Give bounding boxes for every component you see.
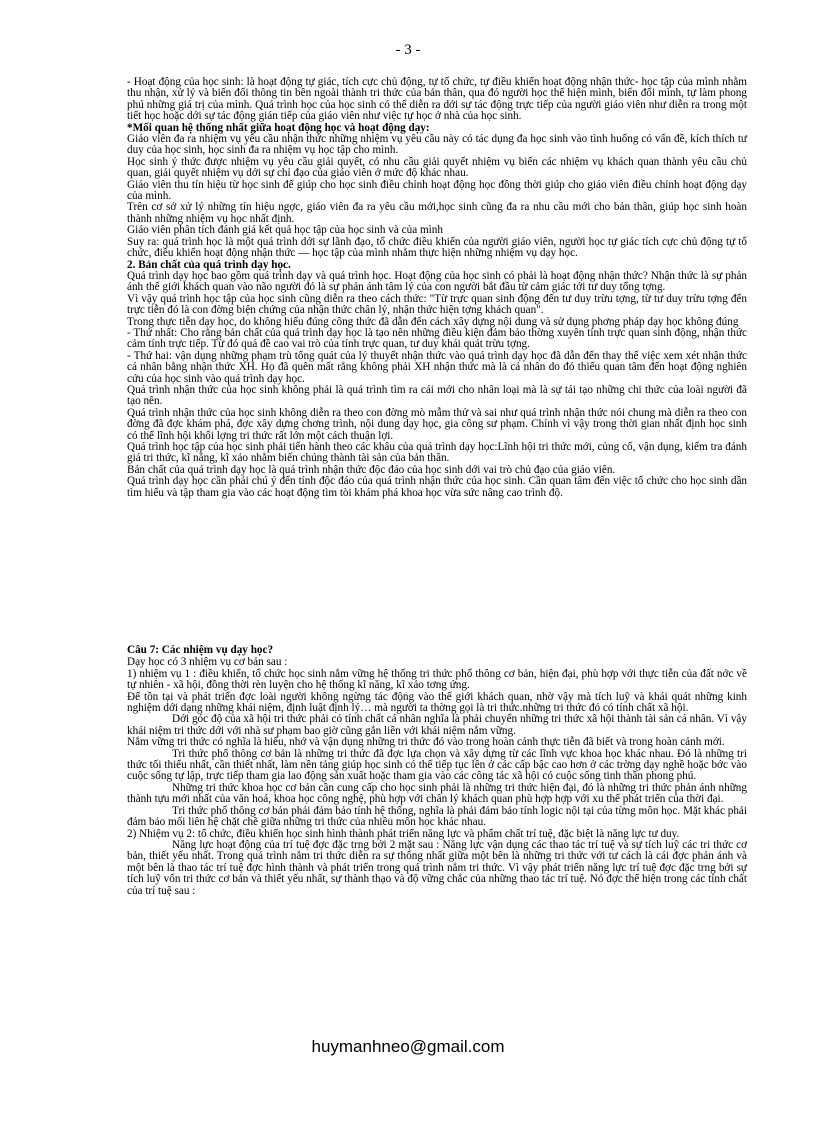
question-heading: Câu 7: Các nhiệm vụ dạy học?	[127, 644, 274, 656]
paragraph: 2) Nhiệm vụ 2: tổ chức, điều khiển học sinh hình thành phát triển năng lực và phẩm chất trí tuệ, đặc biệt là năng lực tư duy.	[127, 827, 680, 840]
paragraph: Những tri thức khoa học cơ bản cần cung cấp cho học sinh phải là những tri thức hiện đại, đó là những tri thức phản ánh những thành tựu mới nhất của văn hoá, khoa học công nghệ, phù hợp với chân lý khách quan phù hợp hợp với xu thế phát triển của thời đại.	[127, 781, 747, 806]
paragraph: Tri thức phổ thông cơ bản phải đảm bảo tính hệ thống, nghĩa là phải đảm bảo tính logic nội tại của từng môn học. Mặt khác phải đảm bảo mối liên hệ chặt chẽ giữa những tri thức của nhiều môn học khác nhau.	[127, 804, 747, 829]
paragraph: Tri thức phổ thông cơ bản là những tri thức đã đợc lựa chọn và xây dựng từ các lĩnh vực khoa học khác nhau. Đó là những tri thức tối thiểu nhất, cần thiết nhất, làm nền tảng giúp học sinh có thể tiếp tục lên ở các cấp bậc cao hơn ở các trờng dạy nghề hoặc bớc vào cuộc sống tự lập, trực tiếp tham gia lao động sản xuất hoặc tham gia vào các công tác xã hội có cuộc sống tinh thần phong phú.	[127, 747, 747, 783]
paragraph: Trong thực tiễn dạy học, do không hiểu đúng công thức đã dẫn đến cách xây dựng nội dung và sử dụng phơng pháp dạy học không đúng	[127, 315, 739, 328]
page-number: - 3 -	[395, 42, 421, 58]
paragraph: Học sinh ý thức được nhiệm vụ yêu cầu giải quyết, có nhu cầu giải quyết nhiệm vụ biến các nhiệm vụ khách quan thành yêu cầu chủ quan, giải quyết nhiệm vụ dới sự chỉ đạo của giáo viên ở mức độ khác nhau.	[127, 155, 747, 180]
paragraph: Suy ra: quá trình học là một quá trình dới sự lãnh đạo, tổ chức điều khiển của người giáo viên, người học tự giác tích cực chủ động tự tổ chức, điều khiển hoạt động nhận thức — học tập của mình nhằm thực hiện những nhiệm vụ dạy học.	[127, 235, 747, 260]
paragraph: Giáo viên thu tín hiệu từ học sinh để giúp cho học sinh điều chỉnh hoạt động học đồng thời giúp cho giáo viên điều chỉnh hoạt động dạy của mình.	[127, 178, 747, 203]
paragraph: - Thứ hai: vận dụng những phạm trù tổng quát của lý thuyết nhận thức vào quá trình dạy học đã dẫn đến thay thế việc xem xét nhận thức cá nhân bằng nhận thức XH. Họ đã quên mất rằng không phải XH nhận thức mà là cá nhân do đó thiếu quan tâm đến hoạt động nghiên cứu của học sinh vào quá trình dạy học.	[127, 349, 747, 385]
paragraph: Giáo viên đa ra nhiệm vụ yêu cầu nhận thức những nhiệm vụ yêu cầu này có tác dụng đa học sinh vào tình huống có vấn đề, kích thích tư duy của học sinh, học sinh đa ra nhiệm vụ học tập cho mình.	[127, 133, 747, 157]
paragraph: Dới góc độ của xã hội tri thức phải có tính chất cá nhân nghĩa là phải chuyển những tri thức xã hội thành tài sản cá nhân. Vì vậy khái niệm tri thức dới với nhà sư phạm bao giờ cũng gắn liền với khái niệm nắm vững.	[127, 713, 747, 737]
paragraph: 1) nhiệm vụ 1 : điều khiển, tổ chức học sinh nắm vững hệ thống tri thức phổ thông cơ bản, hiện đại, phù hợp với thực tiễn của đất nớc về tự nhiên - xã hội, đồng thời rèn luyện cho hệ thống kĩ năng, kĩ xảo tơng ứng.	[127, 667, 747, 692]
paragraph: Giáo viên phân tích đánh giá kết quả học tập của học sinh và của mình	[127, 224, 443, 237]
paragraph: Quá trình học tập của học sinh phải tiến hành theo các khâu của quá trình dạy học:Lĩnh hội tri thức mới, củng cố, vận dụng, kiểm tra đánh giá tri thức, kĩ năng, kĩ xảo nhằm biến chúng thành tài sản của bản thân.	[127, 441, 747, 465]
section-teaching-process	[127, 77, 747, 499]
paragraph: Quá trình dạy học bao gồm quá trình dạy và quá trình học. Hoạt động của học sinh có phải là hoạt động nhận thức? Nhận thức là sự phản ánh thế giới khách quan vào não người đó là sự phản ánh tâm lý của con người bắt đầu từ cảm giác tới tư duy tổng tợng.	[127, 269, 747, 294]
paragraph: Quá trình dạy học cần phải chú ý đến tính độc đáo của quá trình nhận thức của học sinh. Cần quan tâm đến việc tổ chức cho học sinh dần tìm hiểu và tập tham gia vào các hoạt động tìm tòi khám phá khoa học vừa sức nâng cao trình độ.	[127, 475, 747, 499]
paragraph: Năng lực hoạt động của trí tuệ đợc đặc trng bởi 2 mặt sau : Năng lực vận dụng các thao tác trí tuệ và sự tích luỹ các tri thức cơ bản, thiết yếu nhất. Trong quá trình nắm tri thức diễn ra sự thống nhất giữa một bên là những tri thức với tư cách là cái đợc phản ánh và một bên là thao tác trí tuệ đợc hình thành và phát triển trong quá trình nắm tri thức. Vì vậy phát triển năng lực trí tuệ đợc đặc trng bởi sự tích luỹ vốn tri thức cơ bản và thiết yếu nhất, sự thành thạo và độ vững chắc của những thao tác trí tuệ. Nó đợc thể hiện trong các tính chất của trí tuệ sau :	[127, 838, 747, 897]
section-teaching-tasks	[127, 645, 747, 897]
paragraph: Để tồn tại và phát triển đợc loài người không ngừng tác động vào thế giới khách quan, nhờ vậy mà tích luỹ và khái quát những kinh nghiệm dới dạng những khái niệm, định luật định lý… mà người ta thờng gọi là tri thức.những tri thức đó có tính chất xã hội.	[127, 690, 747, 715]
subheading: *Mối quan hệ thống nhất giữa hoạt động học và hoạt động dạy:	[127, 121, 430, 134]
paragraph: Bản chất của quá trình dạy học là quá trình nhận thức độc đáo của học sinh dới vai trò chủ đạo của giáo viên.	[127, 463, 616, 476]
paragraph: - Thứ nhất: Cho rằng bản chất của quá trình dạy học là tạo nên những điều kiện đảm bảo thờng xuyên tính trực quan sinh động, nhận thức cảm tính trực tiếp. Từ đó quá đề cao vai trò của tính trực quan, tư duy khái quát trừu tợng.	[127, 326, 747, 351]
paragraph: Dạy học có 3 nhiệm vụ cơ bản sau :	[127, 656, 288, 669]
paragraph: - Hoạt động của học sinh: là hoạt động tự giác, tích cực chủ động, tự tổ chức, tự điều khiển hoạt động nhận thức- học tập của mình nhằm thu nhận, xử lý và biến đổi thông tin bên ngoài thành tri thức của bản thân, qua đó người học thể hiện mình, biến đổi mình, tự làm phong phú những giá trị của mình. Quá trình học của học sinh có thể diễn ra dới sự tác động trực tiếp của người giáo viên như diễn ra trong một tiết học hoặc dới sự tác động gián tiếp của giáo viên như việc tự học ở nhà của học sinh.	[127, 76, 747, 123]
subheading: 2. Bản chất của quá trình dạy học.	[127, 258, 291, 271]
paragraph: Quá trình nhận thức của học sinh không phải là quá trình tìm ra cái mới cho nhân loại mà là sự tái tạo những chi thức của loài người đã tạo nên.	[127, 383, 747, 408]
footer-email: huymanhneo@gmail.com	[311, 1037, 505, 1056]
paragraph: Nắm vững tri thức có nghĩa là hiểu, nhớ và vận dụng những tri thức đó vào trong hoàn cảnh thực tiễn đã biết và trong hoàn cảnh mới.	[127, 736, 725, 749]
paragraph: Quá trình nhận thức của học sinh không diễn ra theo con đờng mò mẫm thử và sai như quá trình nhận thức nói chung mà diễn ra theo con đờng đã đợc khám phá, đợc xây dựng chơng trình, nội dung dạy học, gia công sư phạm. Chính vì vậy trong thời gian nhất định học sinh có thể lĩnh hội khối lợng tri thức rất lớn một cách thuận lợi.	[127, 406, 747, 442]
paragraph: Vì vậy quá trình học tập của học sinh cũng diễn ra theo cách thức: "Từ trực quan sinh động đến tư duy trừu tợng, từ tư duy trừu tợng đến trực tiễn đó là con đờng biện chứng của nhận thức chân lý, nhận thức hiện tợng khách quan".	[127, 292, 747, 317]
paragraph: Trên cơ sở xử lý những tín hiệu ngợc, giáo viên đa ra yêu cầu mới,học sinh cũng đa ra nhu cầu mới cho bản thân, giúp học sinh hoàn thành những nhiệm vụ học nhất định.	[127, 201, 747, 225]
